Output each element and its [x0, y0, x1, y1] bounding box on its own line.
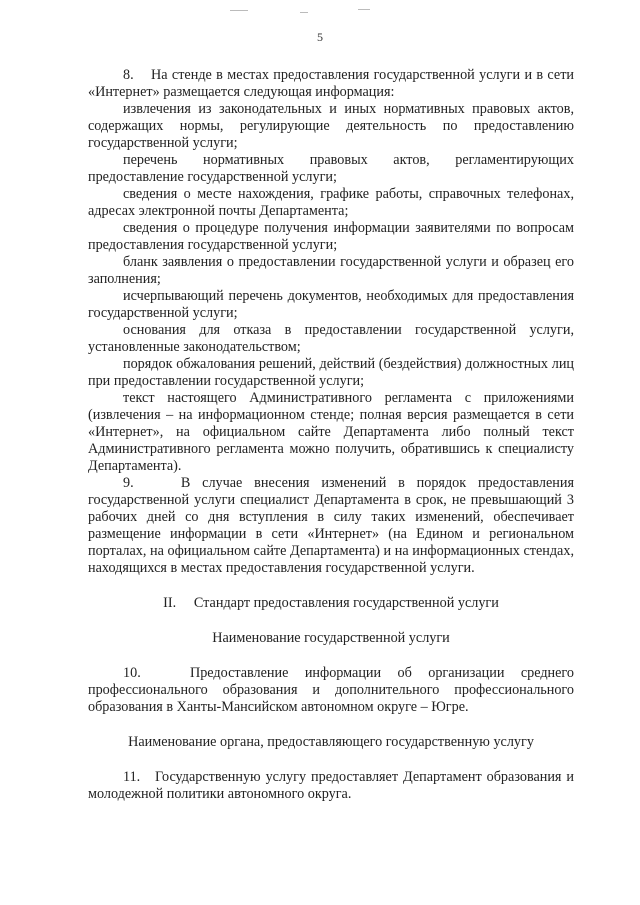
paragraph-8: 8. На стенде в местах предоставления государственной услуги и в сети «Интернет» размещается следующая информация:: [88, 67, 574, 100]
list-item: текст настоящего Административного регламента с приложениями (извлечения – на информационном стенде; полная версия размещается в сети «Интернет», на официальном сайте Департамента либо полный текст Административного регламента можно получить, обратившись к специалисту Департамента).: [88, 390, 574, 474]
scan-artifact: [230, 10, 248, 11]
subheading-providing-body: Наименование органа, предоставляющего государственную услугу: [128, 734, 534, 750]
list-item: перечень нормативных правовых актов, регламентирующих предоставление государственной услуги;: [88, 152, 574, 185]
document-body: [88, 67, 574, 803]
scan-artifact: [300, 12, 308, 13]
list-item: сведения о процедуре получения информации заявителями по вопросам предоставления государственной услуги;: [88, 220, 574, 253]
section-heading: II. Стандарт предоставления государственной услуги: [163, 595, 499, 611]
list-item: бланк заявления о предоставлении государственной услуги и образец его заполнения;: [88, 254, 574, 287]
subheading-service-name: Наименование государственной услуги: [212, 630, 450, 646]
paragraph-10: 10. Предоставление информации об организации среднего профессионального образования и дополнительного профессионального образования в Ханты-Мансийском автономном округе – Югре.: [88, 665, 574, 715]
list-item: порядок обжалования решений, действий (бездействия) должностных лиц при предоставлении государственной услуги;: [88, 356, 574, 389]
list-item: извлечения из законодательных и иных нормативных правовых актов, содержащих нормы, регулирующие деятельность по предоставлению государственной услуги;: [88, 101, 574, 151]
list-item: сведения о месте нахождения, графике работы, справочных телефонах, адресах электронной почты Департамента;: [88, 186, 574, 219]
paragraph-9: 9. В случае внесения изменений в порядок предоставления государственной услуги специалист Департамента в срок, не превышающий 3 рабочих дней со дня вступления в силу таких изменений, обеспечивает размещение информации в сети «Интернет» (на Едином и региональном порталах, на официальном сайте Департамента) и на информационных стендах, находящихся в местах предоставления государственной услуги.: [88, 475, 574, 576]
list-item: исчерпывающий перечень документов, необходимых для предоставления государственной услуги;: [88, 288, 574, 321]
list-item: основания для отказа в предоставлении государственной услуги, установленные законодательством;: [88, 322, 574, 355]
paragraph-11: 11. Государственную услугу предоставляет Департамент образования и молодежной политики автономного округа.: [88, 769, 574, 802]
scan-artifact: [358, 9, 370, 10]
page-number: 5: [317, 30, 323, 44]
